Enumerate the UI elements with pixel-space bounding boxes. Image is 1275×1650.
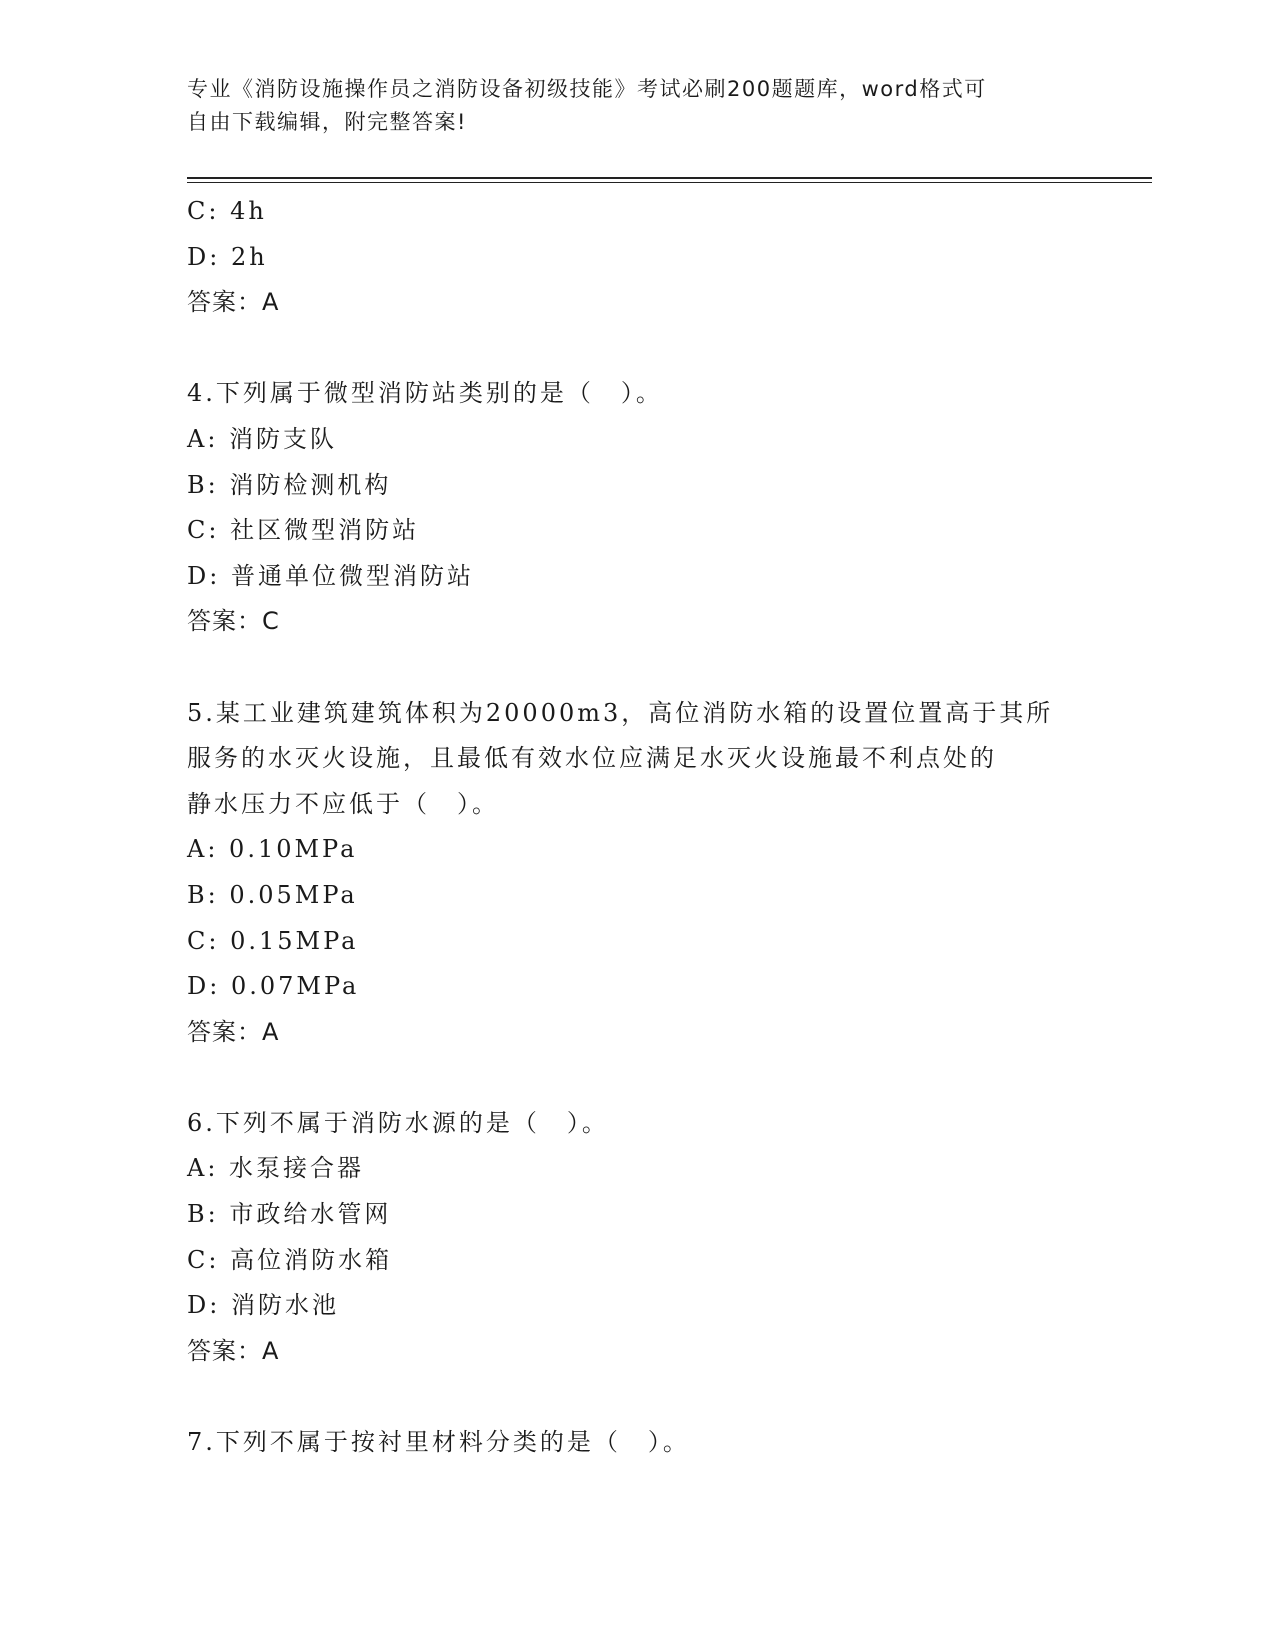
header-line-1: 专业《消防设施操作员之消防设备初级技能》考试必刷200题题库，word格式可 — [187, 77, 987, 101]
question-7-stem: 7.下列不属于按衬里材料分类的是（ ）。 — [187, 1428, 690, 1457]
question-6-answer: 答案：A — [187, 1336, 280, 1365]
question-6-option-d: D: 消防水池 — [187, 1291, 339, 1320]
question-5-option-b: B: 0.05MPa — [187, 880, 358, 909]
question-4-stem: 4.下列属于微型消防站类别的是（ ）。 — [187, 379, 663, 408]
question-5-stem-line-3: 静水压力不应低于（ ）。 — [187, 789, 499, 818]
spacer — [187, 645, 1147, 691]
spacer — [187, 326, 1147, 372]
answer-line: 答案：A — [187, 288, 280, 317]
question-6-option-a: A: 水泵接合器 — [187, 1154, 365, 1183]
option-c: C: 4h — [187, 197, 267, 225]
question-5-option-a: A: 0.10MPa — [187, 835, 358, 864]
question-4-answer: 答案：C — [187, 607, 280, 636]
header-rule-thick — [187, 177, 1152, 179]
header-rule-thin — [187, 182, 1152, 183]
question-4-option-b: B: 消防检测机构 — [187, 470, 392, 499]
question-5-answer: 答案：A — [187, 1017, 280, 1046]
question-4-option-c: C: 社区微型消防站 — [187, 516, 420, 545]
question-5-option-d: D: 0.07MPa — [187, 972, 360, 1001]
question-6-stem: 6.下列不属于消防水源的是（ ）。 — [187, 1108, 609, 1137]
question-5-stem-line-2: 服务的水灭火设施，且最低有效水位应满足水灭火设施最不利点处的 — [187, 744, 997, 773]
question-6-option-b: B: 市政给水管网 — [187, 1200, 392, 1229]
spacer — [187, 1374, 1147, 1420]
page-header — [187, 73, 1087, 139]
question-5-stem-line-1: 5.某工业建筑建筑体积为20000m3，高位消防水箱的设置位置高于其所 — [187, 698, 1054, 727]
question-4-option-a: A: 消防支队 — [187, 424, 338, 453]
question-5-option-c: C: 0.15MPa — [187, 926, 359, 955]
spacer — [187, 1055, 1147, 1101]
option-d: D: 2h — [187, 242, 268, 271]
question-6-option-c: C: 高位消防水箱 — [187, 1245, 393, 1274]
question-4-option-d: D: 普通单位微型消防站 — [187, 561, 474, 590]
question-content — [187, 189, 1147, 1466]
header-line-2: 自由下载编辑，附完整答案! — [187, 110, 467, 134]
